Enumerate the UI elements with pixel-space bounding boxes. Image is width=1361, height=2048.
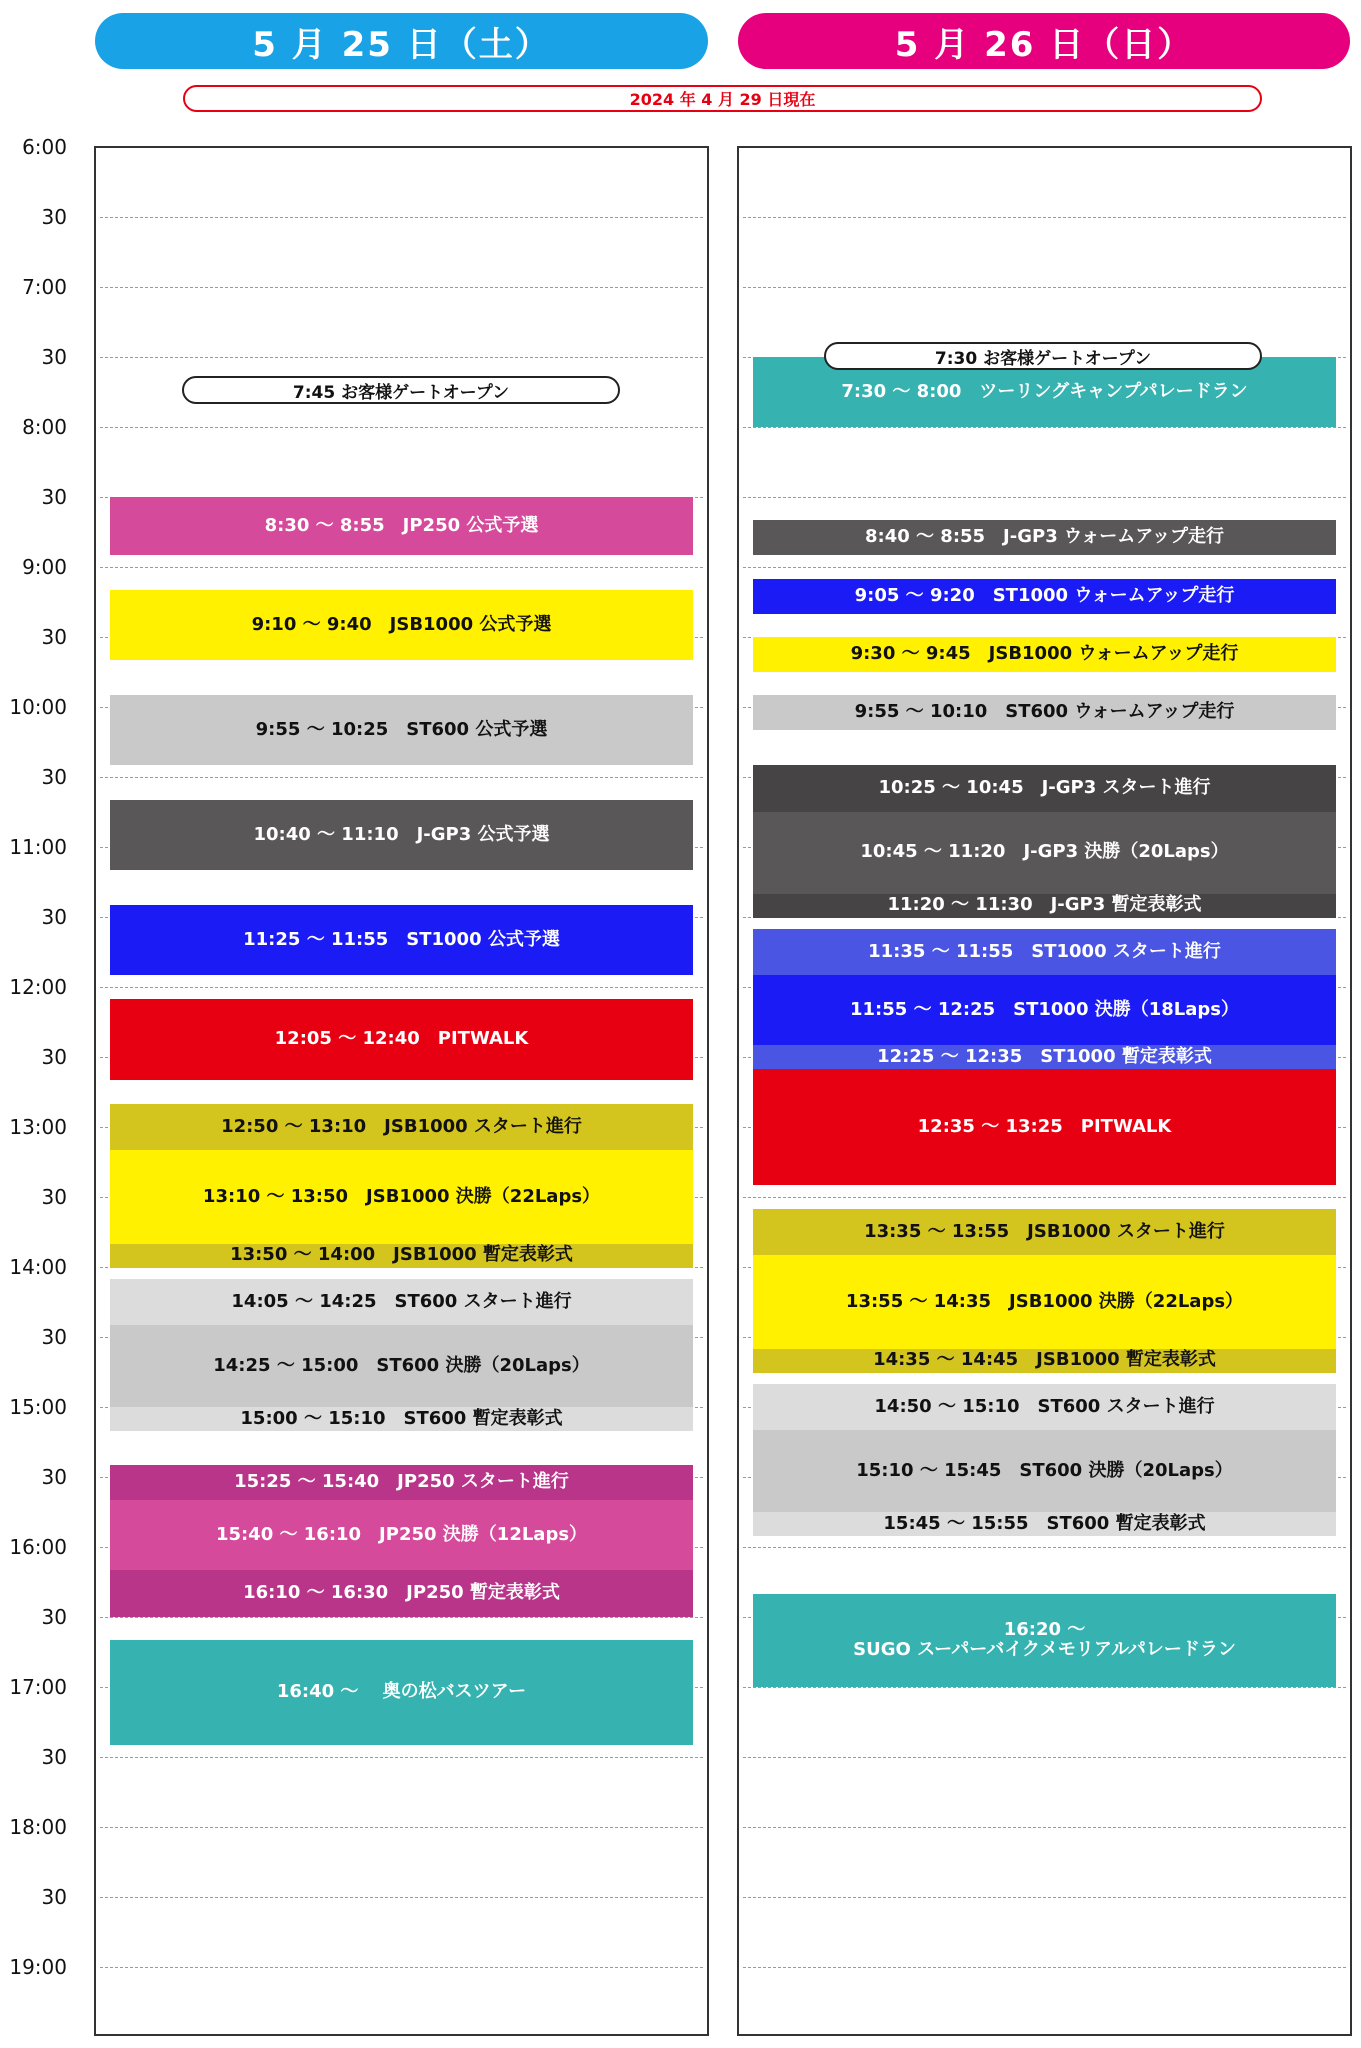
day1-event-block: 9:55 ～ 10:25 ST600 公式予選 [110, 695, 693, 765]
time-axis-label: 6:00 [22, 135, 67, 159]
grid-line [743, 1757, 1346, 1758]
day1-event-block: 15:40 ～ 16:10 JP250 決勝（12Laps） [110, 1500, 693, 1570]
grid-line [743, 567, 1346, 568]
time-axis-label: 30 [41, 1885, 67, 1909]
time-axis-label: 8:00 [22, 415, 67, 439]
time-axis-label: 9:00 [22, 555, 67, 579]
day2-header: 5 月 26 日（日） [738, 13, 1350, 69]
grid-line [743, 1897, 1346, 1898]
time-axis-label: 30 [41, 485, 67, 509]
time-axis-label: 16:00 [9, 1535, 67, 1559]
time-axis-label: 30 [41, 1325, 67, 1349]
day2-event-block: 15:45 ～ 15:55 ST600 暫定表彰式 [753, 1512, 1336, 1536]
grid-line [100, 217, 703, 218]
grid-line [100, 1967, 703, 1968]
day2-event-block: 11:20 ～ 11:30 J-GP3 暫定表彰式 [753, 894, 1336, 918]
grid-line [743, 1687, 1346, 1688]
time-axis-label: 30 [41, 1465, 67, 1489]
time-axis-label: 18:00 [9, 1815, 67, 1839]
grid-line [743, 1547, 1346, 1548]
day1-event-block: 10:40 ～ 11:10 J-GP3 公式予選 [110, 800, 693, 870]
day1-event-block: 13:50 ～ 14:00 JSB1000 暫定表彰式 [110, 1244, 693, 1268]
time-axis-label: 30 [41, 1745, 67, 1769]
grid-line [100, 1757, 703, 1758]
time-axis-label: 30 [41, 1045, 67, 1069]
time-axis-label: 30 [41, 1605, 67, 1629]
grid-line [743, 427, 1346, 428]
day1-event-block: 16:10 ～ 16:30 JP250 暫定表彰式 [110, 1570, 693, 1617]
time-axis-label: 13:00 [9, 1115, 67, 1139]
grid-line [100, 567, 703, 568]
time-axis-label: 30 [41, 765, 67, 789]
time-axis-label: 30 [41, 1185, 67, 1209]
grid-line [100, 987, 703, 988]
day1-event-block: 14:05 ～ 14:25 ST600 スタート進行 [110, 1279, 693, 1326]
day2-event-block: 12:25 ～ 12:35 ST1000 暫定表彰式 [753, 1045, 1336, 1069]
grid-line [743, 217, 1346, 218]
grid-line [743, 287, 1346, 288]
grid-line [743, 1967, 1346, 1968]
day2-event-block: 10:45 ～ 11:20 J-GP3 決勝（20Laps） [753, 812, 1336, 894]
time-axis-label: 7:00 [22, 275, 67, 299]
grid-line [100, 357, 703, 358]
day2-event-block: 9:05 ～ 9:20 ST1000 ウォームアップ走行 [753, 579, 1336, 614]
day1-event-block: 13:10 ～ 13:50 JSB1000 決勝（22Laps） [110, 1150, 693, 1243]
time-axis-label: 30 [41, 345, 67, 369]
day1-event-block: 14:25 ～ 15:00 ST600 決勝（20Laps） [110, 1325, 693, 1407]
day2-event-block: 7:30 ～ 8:00 ツーリングキャンプパレードラン [753, 357, 1336, 427]
day1-event-block: 9:10 ～ 9:40 JSB1000 公式予選 [110, 590, 693, 660]
as-of-date-banner: 2024 年 4 月 29 日現在 [183, 85, 1262, 112]
day2-event-block: 14:35 ～ 14:45 JSB1000 暫定表彰式 [753, 1349, 1336, 1373]
day2-event-block: 12:35 ～ 13:25 PITWALK [753, 1069, 1336, 1186]
day2-event-block: 13:55 ～ 14:35 JSB1000 決勝（22Laps） [753, 1255, 1336, 1348]
time-axis-label: 10:00 [9, 695, 67, 719]
day2-event-block: 14:50 ～ 15:10 ST600 スタート進行 [753, 1384, 1336, 1431]
day1-event-block: 12:05 ～ 12:40 PITWALK [110, 999, 693, 1081]
grid-line [100, 1897, 703, 1898]
day2-event-block: 11:55 ～ 12:25 ST1000 決勝（18Laps） [753, 975, 1336, 1045]
grid-line [100, 1827, 703, 1828]
time-axis-label: 11:00 [9, 835, 67, 859]
grid-line [100, 777, 703, 778]
time-axis-label: 19:00 [9, 1955, 67, 1979]
day1-event-block: 15:25 ～ 15:40 JP250 スタート進行 [110, 1465, 693, 1500]
day1-gate-open-badge: 7:45 お客様ゲートオープン [182, 376, 620, 404]
time-axis-label: 30 [41, 905, 67, 929]
day2-event-block: 11:35 ～ 11:55 ST1000 スタート進行 [753, 929, 1336, 976]
time-axis-label: 15:00 [9, 1395, 67, 1419]
grid-line [743, 1197, 1346, 1198]
grid-line [743, 1827, 1346, 1828]
day1-event-block: 15:00 ～ 15:10 ST600 暫定表彰式 [110, 1407, 693, 1431]
day2-event-block: 8:40 ～ 8:55 J-GP3 ウォームアップ走行 [753, 520, 1336, 555]
day1-schedule-column [94, 146, 709, 2036]
day2-event-block: 16:20 ～ SUGO スーパーバイクメモリアルパレードラン [753, 1594, 1336, 1687]
grid-line [100, 427, 703, 428]
grid-line [100, 1617, 703, 1618]
day1-event-block: 16:40 ～ 奥の松バスツアー [110, 1640, 693, 1745]
day2-event-block: 9:55 ～ 10:10 ST600 ウォームアップ走行 [753, 695, 1336, 730]
day1-event-block: 11:25 ～ 11:55 ST1000 公式予選 [110, 905, 693, 975]
day1-event-block: 12:50 ～ 13:10 JSB1000 スタート進行 [110, 1104, 693, 1151]
day2-gate-open-badge: 7:30 お客様ゲートオープン [824, 342, 1262, 370]
grid-line [743, 497, 1346, 498]
time-axis-label: 17:00 [9, 1675, 67, 1699]
grid-line [100, 287, 703, 288]
time-axis-label: 12:00 [9, 975, 67, 999]
day2-event-block: 9:30 ～ 9:45 JSB1000 ウォームアップ走行 [753, 637, 1336, 672]
time-axis-label: 30 [41, 625, 67, 649]
day2-event-block: 15:10 ～ 15:45 ST600 決勝（20Laps） [753, 1430, 1336, 1512]
day2-event-block: 13:35 ～ 13:55 JSB1000 スタート進行 [753, 1209, 1336, 1256]
day1-header: 5 月 25 日（土） [95, 13, 708, 69]
time-axis-label: 30 [41, 205, 67, 229]
day1-event-block: 8:30 ～ 8:55 JP250 公式予選 [110, 497, 693, 555]
time-axis-label: 14:00 [9, 1255, 67, 1279]
day2-event-block: 10:25 ～ 10:45 J-GP3 スタート進行 [753, 765, 1336, 812]
